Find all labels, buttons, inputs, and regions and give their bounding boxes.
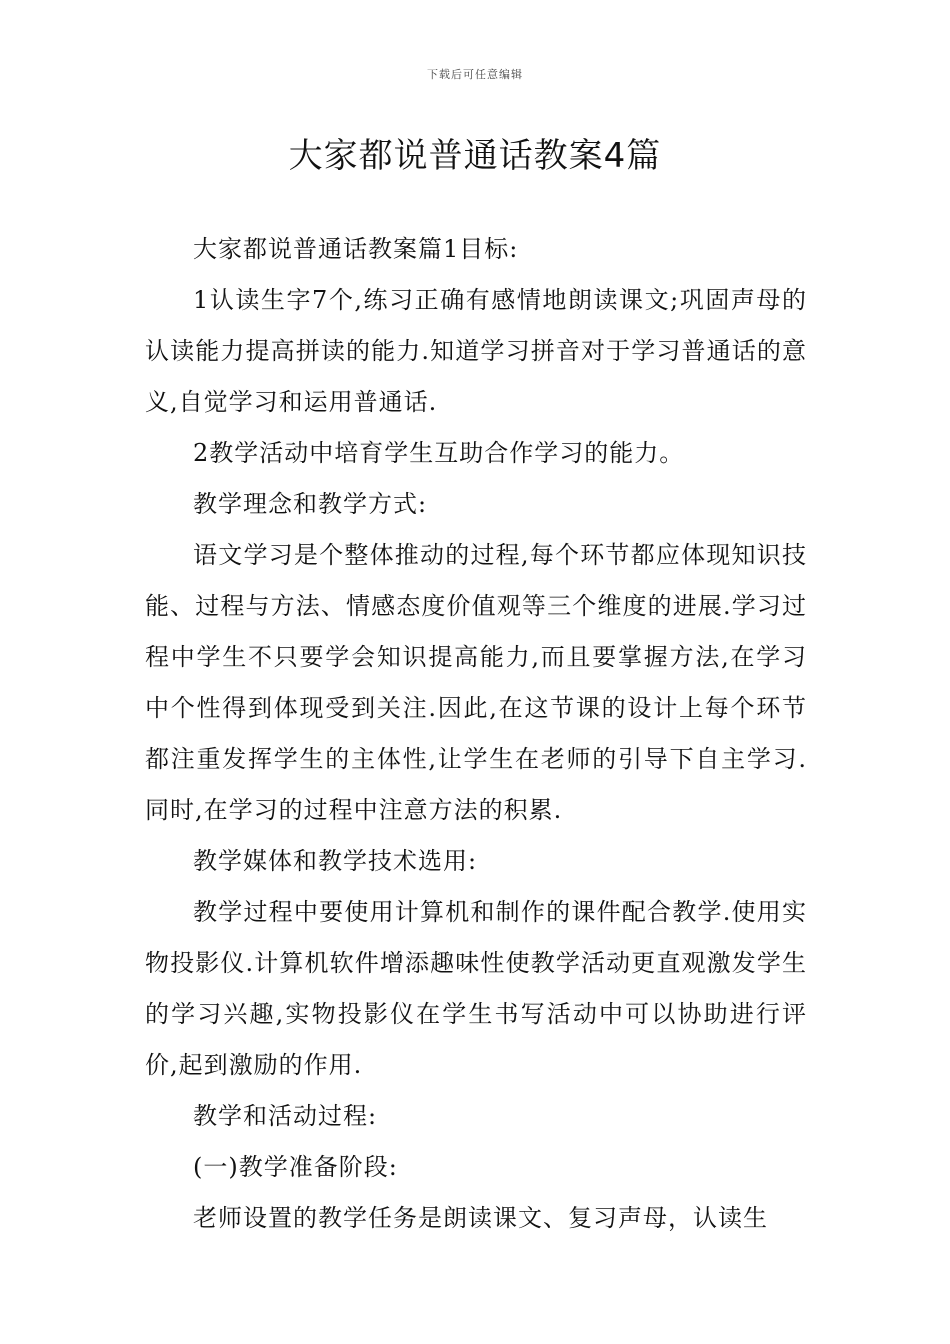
- paragraph-teaching-concept: 语文学习是个整体推动的过程,每个环节都应体现知识技能、过程与方法、情感态度价值观等三个维度的进展.学习过程中学生不只要学会知识提高能力,而且要掌握方法,在学习中个性得到体现受到关注.因此,在这节课的设计上每个环节都注重发挥学生的主体性,让学生在老师的引导下自主学习.同时,在学习的过程中注意方法的积累.: [145, 541, 807, 824]
- paragraph-goal-2: 2教学活动中培育学生互助合作学习的能力。: [193, 439, 685, 467]
- paragraph-media-heading: 教学媒体和教学技术选用:: [193, 847, 478, 875]
- paragraph-stage-text: 老师设置的教学任务是朗读课文、复习声母，认读生: [193, 1204, 768, 1232]
- document-title: 大家都说普通话教案4篇: [288, 136, 662, 176]
- paragraph-goal-1: 1认读生字7个,练习正确有感情地朗读课文;巩固声母的认读能力提高拼读的能力.知道学习拼音对于学习普通话的意义,自觉学习和运用普通话.: [145, 286, 807, 416]
- paragraph-section-heading: 大家都说普通话教案篇1目标:: [193, 235, 519, 263]
- paragraph-process-heading: 教学和活动过程:: [193, 1102, 378, 1130]
- header-note: 下载后可任意编辑: [427, 68, 523, 81]
- paragraph-teaching-concept-heading: 教学理念和教学方式:: [193, 490, 428, 518]
- paragraph-stage-heading: (一)教学准备阶段:: [193, 1153, 398, 1181]
- paragraph-media: 教学过程中要使用计算机和制作的课件配合教学.使用实物投影仪.计算机软件增添趣味性使教学活动更直观激发学生的学习兴趣,实物投影仪在学生书写活动中可以协助进行评价,起到激励的作用.: [145, 898, 807, 1079]
- document-body: [145, 224, 807, 1244]
